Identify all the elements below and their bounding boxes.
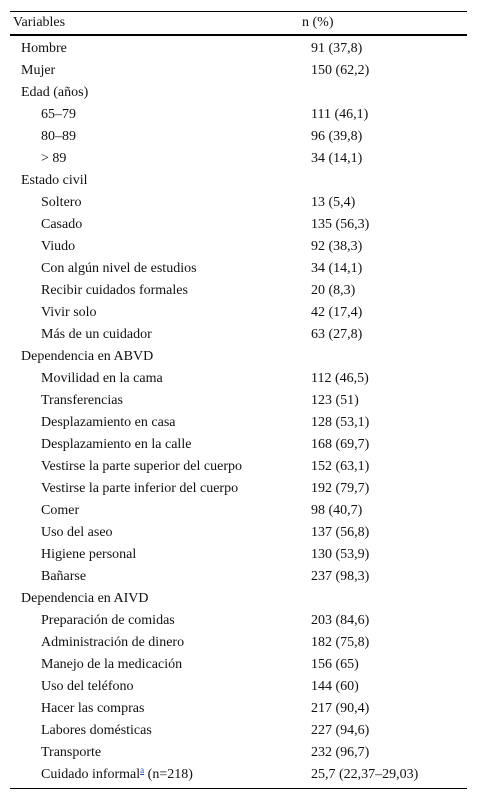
table-bottom-rule <box>10 788 467 789</box>
row-value: 217 (90,4) <box>311 701 370 716</box>
row-value: 156 (65) <box>311 657 359 672</box>
row-value: 34 (14,1) <box>311 261 363 276</box>
row-value: 98 (40,7) <box>311 503 363 518</box>
row-label: Vivir solo <box>41 305 97 320</box>
table-section-row <box>10 170 467 192</box>
row-value: 111 (46,1) <box>311 107 369 122</box>
table-row <box>10 610 467 632</box>
row-value: 63 (27,8) <box>311 327 363 342</box>
row-label: Edad (años) <box>21 85 89 100</box>
row-value: 128 (53,1) <box>311 415 370 430</box>
table-header-row <box>10 12 467 34</box>
row-label: 65–79 <box>41 107 76 122</box>
row-value: 20 (8,3) <box>311 283 356 298</box>
table-row <box>10 456 467 478</box>
table-row <box>10 742 467 764</box>
table-row <box>10 368 467 390</box>
row-value: 34 (14,1) <box>311 151 363 166</box>
row-label: 80–89 <box>41 129 76 144</box>
row-value: 203 (84,6) <box>311 613 370 628</box>
table-row <box>10 148 467 170</box>
table-row <box>10 500 467 522</box>
column-header-n-percent: n (%) <box>302 15 334 30</box>
table-row <box>10 60 467 82</box>
table-section-row <box>10 82 467 104</box>
table-row <box>10 390 467 412</box>
row-label: Manejo de la medicación <box>41 657 183 672</box>
row-value: 137 (56,8) <box>311 525 370 540</box>
table-row <box>10 258 467 280</box>
row-value: 13 (5,4) <box>311 195 356 210</box>
table-section-row <box>10 346 467 368</box>
row-value: 96 (39,8) <box>311 129 363 144</box>
row-label-text: Cuidado informal <box>41 767 141 782</box>
table-row <box>10 654 467 676</box>
table-row <box>10 126 467 148</box>
table-row <box>10 104 467 126</box>
row-label: Comer <box>41 503 80 518</box>
row-label: > 89 <box>41 151 67 166</box>
table-row <box>10 280 467 302</box>
table-row <box>10 566 467 588</box>
table-row <box>10 478 467 500</box>
row-value: 42 (17,4) <box>311 305 363 320</box>
row-value: 232 (96,7) <box>311 745 370 760</box>
table-row <box>10 324 467 346</box>
row-value: 135 (56,3) <box>311 217 370 232</box>
row-label: Con algún nivel de estudios <box>41 261 197 276</box>
table-row <box>10 632 467 654</box>
row-value: 92 (38,3) <box>311 239 363 254</box>
row-label: Higiene personal <box>41 547 137 562</box>
row-label-suffix: (n=218) <box>144 767 193 782</box>
row-label: Preparación de comidas <box>41 613 175 628</box>
row-label: Vestirse la parte inferior del cuerpo <box>41 481 239 496</box>
table-row <box>10 544 467 566</box>
row-label: Mujer <box>21 63 56 78</box>
row-label: Hombre <box>21 41 67 56</box>
row-label: Dependencia en ABVD <box>21 349 154 364</box>
row-label: Uso del teléfono <box>41 679 134 694</box>
row-label: Dependencia en AIVD <box>21 591 149 606</box>
row-value: 150 (62,2) <box>311 63 370 78</box>
row-value: 182 (75,8) <box>311 635 370 650</box>
row-label: Desplazamiento en casa <box>41 415 176 430</box>
row-label: Uso del aseo <box>41 525 113 540</box>
table-row <box>10 698 467 720</box>
row-value: 192 (79,7) <box>311 481 370 496</box>
row-label: Desplazamiento en la calle <box>41 437 192 452</box>
row-label: Viudo <box>41 239 76 254</box>
row-label: Casado <box>41 217 83 232</box>
row-label: Hacer las compras <box>41 701 145 716</box>
row-value: 25,7 (22,37–29,03) <box>311 767 419 782</box>
row-label: Labores domésticas <box>41 723 152 738</box>
table-row <box>10 434 467 456</box>
column-header-variables: Variables <box>13 15 66 30</box>
row-label: Vestirse la parte superior del cuerpo <box>41 459 242 474</box>
row-label <box>10 767 311 783</box>
row-value: 130 (53,9) <box>311 547 370 562</box>
row-label: Transferencias <box>41 393 123 408</box>
row-value: 144 (60) <box>311 679 359 694</box>
row-label: Estado civil <box>21 173 88 188</box>
row-label: Soltero <box>41 195 82 210</box>
table-section-row <box>10 588 467 610</box>
row-label: Recibir cuidados formales <box>41 283 188 298</box>
table-row <box>10 764 467 786</box>
table-body <box>10 36 467 788</box>
row-value: 227 (94,6) <box>311 723 370 738</box>
row-value: 91 (37,8) <box>311 41 363 56</box>
footnote-link[interactable]: a <box>140 765 145 775</box>
row-label: Transporte <box>41 745 102 760</box>
row-label: Movilidad en la cama <box>41 371 163 386</box>
row-value: 168 (69,7) <box>311 437 370 452</box>
table-row <box>10 720 467 742</box>
table-row <box>10 38 467 60</box>
row-value: 237 (98,3) <box>311 569 370 584</box>
row-label: Administración de dinero <box>41 635 185 650</box>
row-label: Bañarse <box>41 569 87 584</box>
table-row <box>10 214 467 236</box>
row-value: 123 (51) <box>311 393 359 408</box>
row-label: Más de un cuidador <box>41 327 152 342</box>
table-row <box>10 412 467 434</box>
table-row <box>10 522 467 544</box>
row-value: 112 (46,5) <box>311 371 369 386</box>
data-table <box>10 0 467 789</box>
table-row <box>10 302 467 324</box>
table-row <box>10 676 467 698</box>
table-row <box>10 236 467 258</box>
row-value: 152 (63,1) <box>311 459 370 474</box>
table-row <box>10 192 467 214</box>
